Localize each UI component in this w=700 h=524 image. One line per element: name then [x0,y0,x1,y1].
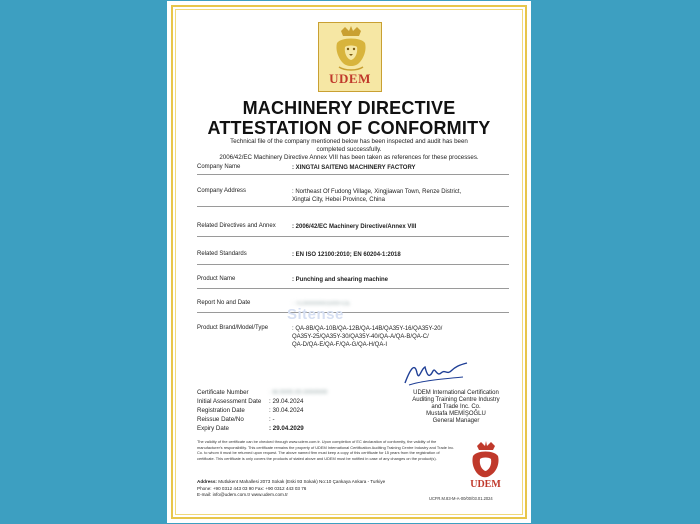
product-models-line-2: QA35Y-25/QA35Y-30/QA35Y-40/QA-A/QA-B/QA-C/ [292,334,429,340]
divider [197,206,509,207]
certificate [167,1,531,523]
certificate-number-value: : M.0000.00.0000000 [269,389,328,396]
footer-address-label: Address: [197,479,217,484]
initial-assessment-value: : 29.04.2024 [269,398,304,405]
initial-assessment-row [197,398,377,407]
expiry-date-value: : 29.04.2029 [269,425,304,432]
certificate-number-label: Certificate Number [197,389,249,396]
divider [197,264,509,265]
initial-assessment-label: Initial Assessment Date [197,398,262,405]
signature-icon [401,359,471,389]
intro-line-3: 2006/42/EC Machinery Directive Annex VIII has been taken as references for these processes. [219,154,479,161]
issuer-line-5: General Manager [432,418,480,424]
intro-line-1: Technical file of the company mentioned below has been inspected and audit has been [230,138,468,145]
reissue-date-label: Reissue Date/No [197,416,244,423]
company-address-value [292,188,511,204]
company-name-label: Company Name [197,164,241,170]
watermark-text: Sitense [287,306,344,323]
standards-value: : EN ISO 12100:2010; EN 60204-1:2018 [292,252,401,258]
intro-line-2: completed successfully. [316,146,382,153]
footer-address: Mutlukent Mahallesi 2073 Sokak (Eski 93 Sokak) No:10 Çankaya Ankara - Turkiye [218,479,386,484]
title-line-2: ATTESTATION OF CONFORMITY [207,118,491,138]
registration-date-label: Registration Date [197,407,245,414]
product-models-line-1: : QA-8B/QA-10B/QA-12B/QA-14B/QA35Y-16/QA35Y-20/ [292,326,443,332]
issuer-line-4: Mustafa MEMİŞOĞLU [426,411,486,417]
company-address-label: Company Address [197,188,247,194]
expiry-date-label: Expiry Date [197,425,229,432]
validity-text: The validity of the certificate can be checked through www.udem.com.tr. Upon completion of EC declaration of conformity, the validity of the manufacturer's responsibility. This certificate remains the property of UDEM International Certification Auditing Training Centre Industry and Trade Inc. Co. to whom it must be returned upon request. The above named firm must keep a copy of this certificate for 15 years from the registration of certificate. This certificate is only covers the products of stated above and UDEM must be notified in case of any changes on the product(s). [197,439,455,461]
issuer-line-1: UDEM International Certification [413,390,499,396]
dates-block [197,389,377,434]
product-name-value: : Punching and shearing machine [292,277,389,283]
company-address-line-2: Xingtai City, Hebei Province, China [292,197,385,203]
udem-seal-icon [463,440,508,480]
intro-text [197,138,501,162]
footer-email: E-mail: info@udem.com.tr www.udem.com.tr [197,492,288,497]
directives-value: : 2006/42/EC Machinery Directive/Annex VIII [292,224,417,230]
company-name-value: : XINGTAI SAITENG MACHINERY FACTORY [292,165,416,171]
title-line-1: MACHINERY DIRECTIVE [242,98,456,118]
registration-date-row [197,407,377,416]
divider [197,312,509,313]
company-address-line-1: : Northeast Of Fudong Village, Xingjiawan Town, Renze District, [292,189,462,195]
expiry-date-row [197,425,377,434]
reissue-date-row [197,416,377,425]
footer-phone: Phone: +90 0312 443 03 90 Fax: +90 0312 443 03 76 [197,485,307,491]
document-number: UCFR.M.83-M-A-00/00/03.01.2024 [429,496,493,501]
certificate-number-row [197,389,377,398]
product-models-label: Product Brand/Model/Type [197,325,269,331]
product-models-value [292,325,511,349]
standards-label: Related Standards [197,251,247,257]
logo-brand-text: UDEM [329,71,371,86]
issuer-line-2: Auditing Training Centre Industry [412,397,500,403]
issuer-line-3: and Trade Inc. Co. [431,404,481,410]
report-no-value: : TC00000001000-CE [292,301,351,307]
reissue-date-value: : - [269,416,275,423]
divider [197,236,509,237]
registration-date-value: : 30.04.2024 [269,407,304,414]
divider [197,174,509,175]
footer [197,479,457,499]
udem-logo [318,22,382,92]
product-name-label: Product Name [197,276,236,282]
divider [197,288,509,289]
seal-brand-text: UDEM [470,479,501,490]
product-models-line-3: QA-D/QA-E/QA-F/QA-G/QA-H/QA-I [292,342,388,348]
report-no-label: Report No and Date [197,300,251,306]
issuer-block [396,390,516,425]
directives-label: Related Directives and Annex [197,223,276,229]
